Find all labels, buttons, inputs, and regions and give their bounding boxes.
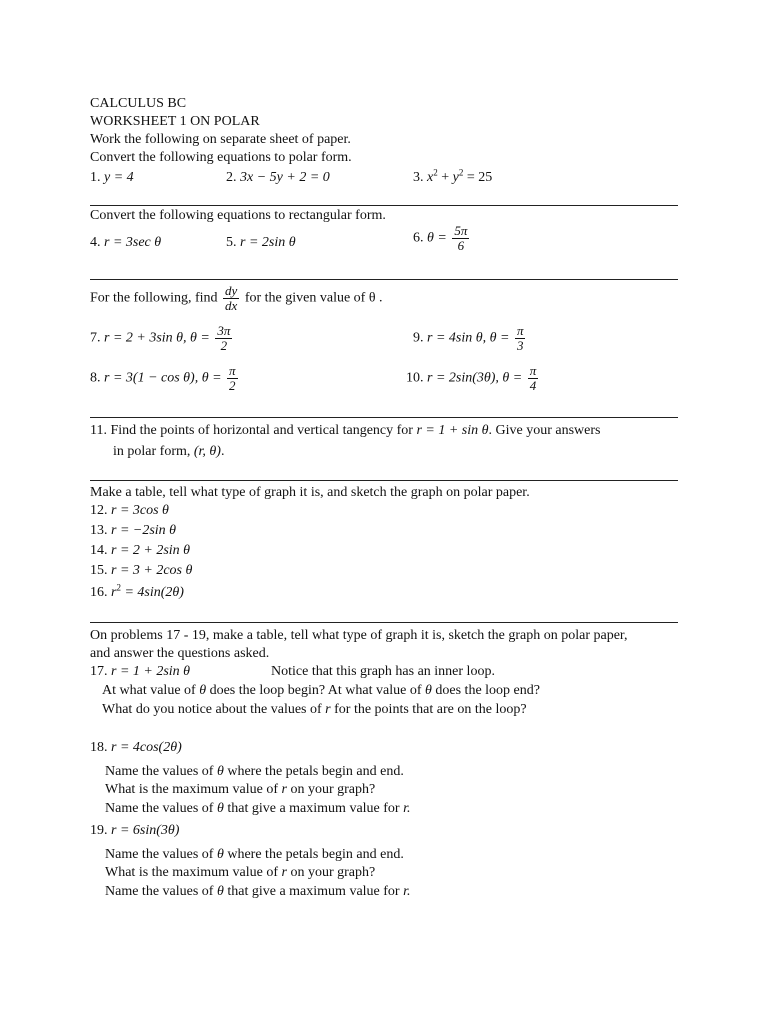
- problem-number: 16.: [90, 585, 108, 600]
- divider: [90, 622, 678, 623]
- question-text: where the petals begin and end.: [227, 847, 404, 862]
- problem-18-question-3: [105, 800, 411, 818]
- problem-18: [90, 739, 182, 757]
- problem-13: [90, 522, 176, 540]
- problem-expression: r = 3cos θ: [111, 503, 169, 518]
- question-text: for the points that are on the loop?: [334, 702, 527, 717]
- exponent: 2: [458, 167, 464, 178]
- question-text: Name the values of: [105, 847, 214, 862]
- problem-expression: r = 2 + 2sin θ: [111, 543, 191, 558]
- problem-expression: r = 2sin(3θ), θ =: [427, 370, 523, 386]
- problem-17-note: Notice that this graph has an inner loop.: [271, 664, 495, 679]
- section-table-heading: Make a table, tell what type of graph it is, and sketch the graph on polar paper.: [90, 485, 530, 500]
- numerator: 5π: [454, 223, 468, 238]
- exponent: 2: [116, 582, 121, 593]
- problem-9: [413, 324, 527, 353]
- problem-number: 14.: [90, 543, 108, 558]
- problem-expression: r = 4cos(2θ): [111, 740, 182, 755]
- worksheet-title: WORKSHEET 1 ON POLAR: [90, 114, 260, 129]
- question-text: Name the values of: [105, 764, 214, 779]
- r-symbol: r.: [403, 884, 411, 899]
- general-instruction: Work the following on separate sheet of paper.: [90, 132, 351, 147]
- problem-number: 15.: [90, 563, 108, 578]
- denominator: 4: [529, 378, 537, 393]
- question-text: does the loop end?: [435, 683, 540, 698]
- plus-sign: +: [437, 170, 453, 185]
- fraction: [515, 324, 526, 353]
- problem-7: [90, 324, 234, 353]
- question-text: What is the maximum value of: [105, 782, 279, 797]
- numerator: dy: [225, 283, 238, 298]
- theta-symbol: θ: [425, 683, 432, 698]
- problem-number: 12.: [90, 503, 108, 518]
- problem-12: [90, 502, 169, 520]
- section-questions-heading-2: and answer the questions asked.: [90, 646, 270, 661]
- problem-expression: r = 3sec θ: [104, 235, 162, 250]
- numerator: π: [229, 363, 236, 378]
- r-symbol: r: [281, 865, 287, 880]
- expr-rhs: = 25: [463, 170, 493, 185]
- problem-expression: r = 3: [104, 370, 133, 386]
- question-text: on your graph?: [290, 865, 376, 880]
- denominator: 2: [220, 338, 228, 353]
- divider: [90, 279, 678, 280]
- section-derivative-heading: [90, 284, 383, 313]
- denominator: 6: [457, 238, 465, 253]
- question-text: where the petals begin and end.: [227, 764, 404, 779]
- problem-number: 3.: [413, 170, 424, 185]
- numerator: π: [516, 323, 524, 338]
- theta-symbol: θ: [216, 884, 224, 899]
- denominator: dx: [225, 298, 238, 313]
- problem-expression: r = 2 + 3sin θ, θ =: [104, 330, 210, 346]
- r-symbol: r.: [403, 801, 411, 816]
- theta-symbol: θ: [216, 764, 224, 779]
- problem-number: 7.: [90, 330, 101, 346]
- problem-expression: (r, θ): [193, 444, 221, 459]
- problem-number: 8.: [90, 370, 101, 386]
- exponent: 2: [433, 167, 438, 178]
- fraction: [528, 364, 539, 393]
- problem-2: [226, 169, 330, 187]
- numerator: π: [529, 363, 537, 378]
- fraction: [227, 364, 238, 393]
- problem-expression: 3x − 5y + 2 = 0: [240, 170, 330, 185]
- problem-expression: r = 4sin θ, θ =: [427, 330, 510, 346]
- problem-text: in polar form,: [113, 444, 191, 459]
- problem-1: [90, 169, 134, 187]
- problem-text: . Give your answers: [488, 423, 601, 438]
- r-symbol: r: [325, 702, 331, 717]
- problem-number: 13.: [90, 523, 108, 538]
- problem-number: 6.: [413, 230, 424, 246]
- r-symbol: r: [281, 782, 287, 797]
- theta-symbol: θ: [199, 683, 207, 698]
- problem-number: 17.: [90, 664, 108, 679]
- problem-19-question-3: [105, 883, 411, 901]
- expr-y: y: [452, 170, 459, 185]
- problem-text: .: [220, 444, 225, 459]
- problem-19: [90, 822, 179, 840]
- problem-number: 1.: [90, 170, 101, 185]
- section-rectangular-heading: Convert the following equations to rectangular form.: [90, 208, 386, 223]
- problem-expression: r = 1 + sin θ: [416, 423, 489, 438]
- section-polar-form-heading: Convert the following equations to polar form.: [90, 150, 352, 165]
- problem-10: [406, 364, 540, 393]
- problem-number: 19.: [90, 823, 108, 838]
- problem-17: [90, 663, 190, 681]
- question-text: that give a maximum value for: [227, 801, 400, 816]
- problem-14: [90, 542, 190, 560]
- divider: [90, 205, 678, 206]
- theta-symbol: θ: [216, 801, 224, 816]
- problem-number: 4.: [90, 235, 101, 250]
- divider: [90, 480, 678, 481]
- problem-15: [90, 562, 192, 580]
- problem-3: [413, 169, 492, 187]
- expr-rhs: = 4sin(2θ): [120, 585, 184, 600]
- heading-tail: for the given value of θ .: [244, 290, 383, 306]
- derivative-fraction: [223, 284, 239, 313]
- problem-19-question-2: [105, 864, 375, 882]
- problem-number: 9.: [413, 330, 424, 346]
- question-text: Name the values of: [105, 884, 214, 899]
- problem-5: [226, 234, 296, 252]
- theta-symbol: θ: [216, 847, 224, 862]
- problem-expression: r = −2sin θ: [111, 523, 177, 538]
- problem-text: 11. Find the points of horizontal and vertical tangency for: [90, 423, 413, 438]
- fraction: [215, 324, 232, 353]
- problem-number: 10.: [406, 370, 424, 386]
- question-text: What is the maximum value of: [105, 865, 279, 880]
- denominator: 2: [229, 378, 236, 393]
- expr-r: r: [111, 585, 117, 600]
- problem-expression: θ =: [427, 230, 447, 246]
- question-text: At what value of: [102, 683, 196, 698]
- problem-expression: r = 3 + 2cos θ: [111, 563, 193, 578]
- problem-expression: r = 1 + 2sin θ: [111, 664, 191, 679]
- expr-x: x: [427, 170, 434, 185]
- problem-17-question-1: [102, 682, 540, 700]
- problem-11-line1: [90, 422, 601, 440]
- problem-expression: y = 4: [104, 170, 134, 185]
- question-text: What do you notice about the values of: [102, 702, 322, 717]
- question-text: Name the values of: [105, 801, 214, 816]
- divider: [90, 417, 678, 418]
- problem-4: [90, 234, 161, 252]
- problem-18-question-1: [105, 763, 404, 781]
- problem-number: 5.: [226, 235, 237, 250]
- question-text: on your graph?: [290, 782, 376, 797]
- problem-expression: r = 2sin θ: [240, 235, 296, 250]
- question-text: does the loop begin? At what value of: [209, 683, 422, 698]
- problem-17-question-2: [102, 701, 527, 719]
- problem-expression: r = 6sin(3θ): [111, 823, 180, 838]
- denominator: 3: [516, 338, 524, 353]
- problem-6: [413, 224, 471, 253]
- fraction: [452, 224, 469, 253]
- problem-19-question-1: [105, 846, 404, 864]
- problem-16: [90, 584, 184, 602]
- problem-18-question-2: [105, 781, 375, 799]
- problem-number: 18.: [90, 740, 108, 755]
- section-questions-heading-1: On problems 17 - 19, make a table, tell what type of graph it is, sketch the graph on polar paper,: [90, 628, 628, 643]
- course-title: CALCULUS BC: [90, 96, 187, 111]
- problem-expression-cont: (1 − cos θ), θ =: [132, 370, 222, 386]
- question-text: that give a maximum value for: [227, 884, 400, 899]
- problem-number: 2.: [226, 170, 237, 185]
- problem-8: [90, 364, 240, 393]
- problem-11-line2: [113, 443, 224, 461]
- numerator: 3π: [217, 323, 231, 338]
- heading-lead: For the following, find: [90, 290, 218, 306]
